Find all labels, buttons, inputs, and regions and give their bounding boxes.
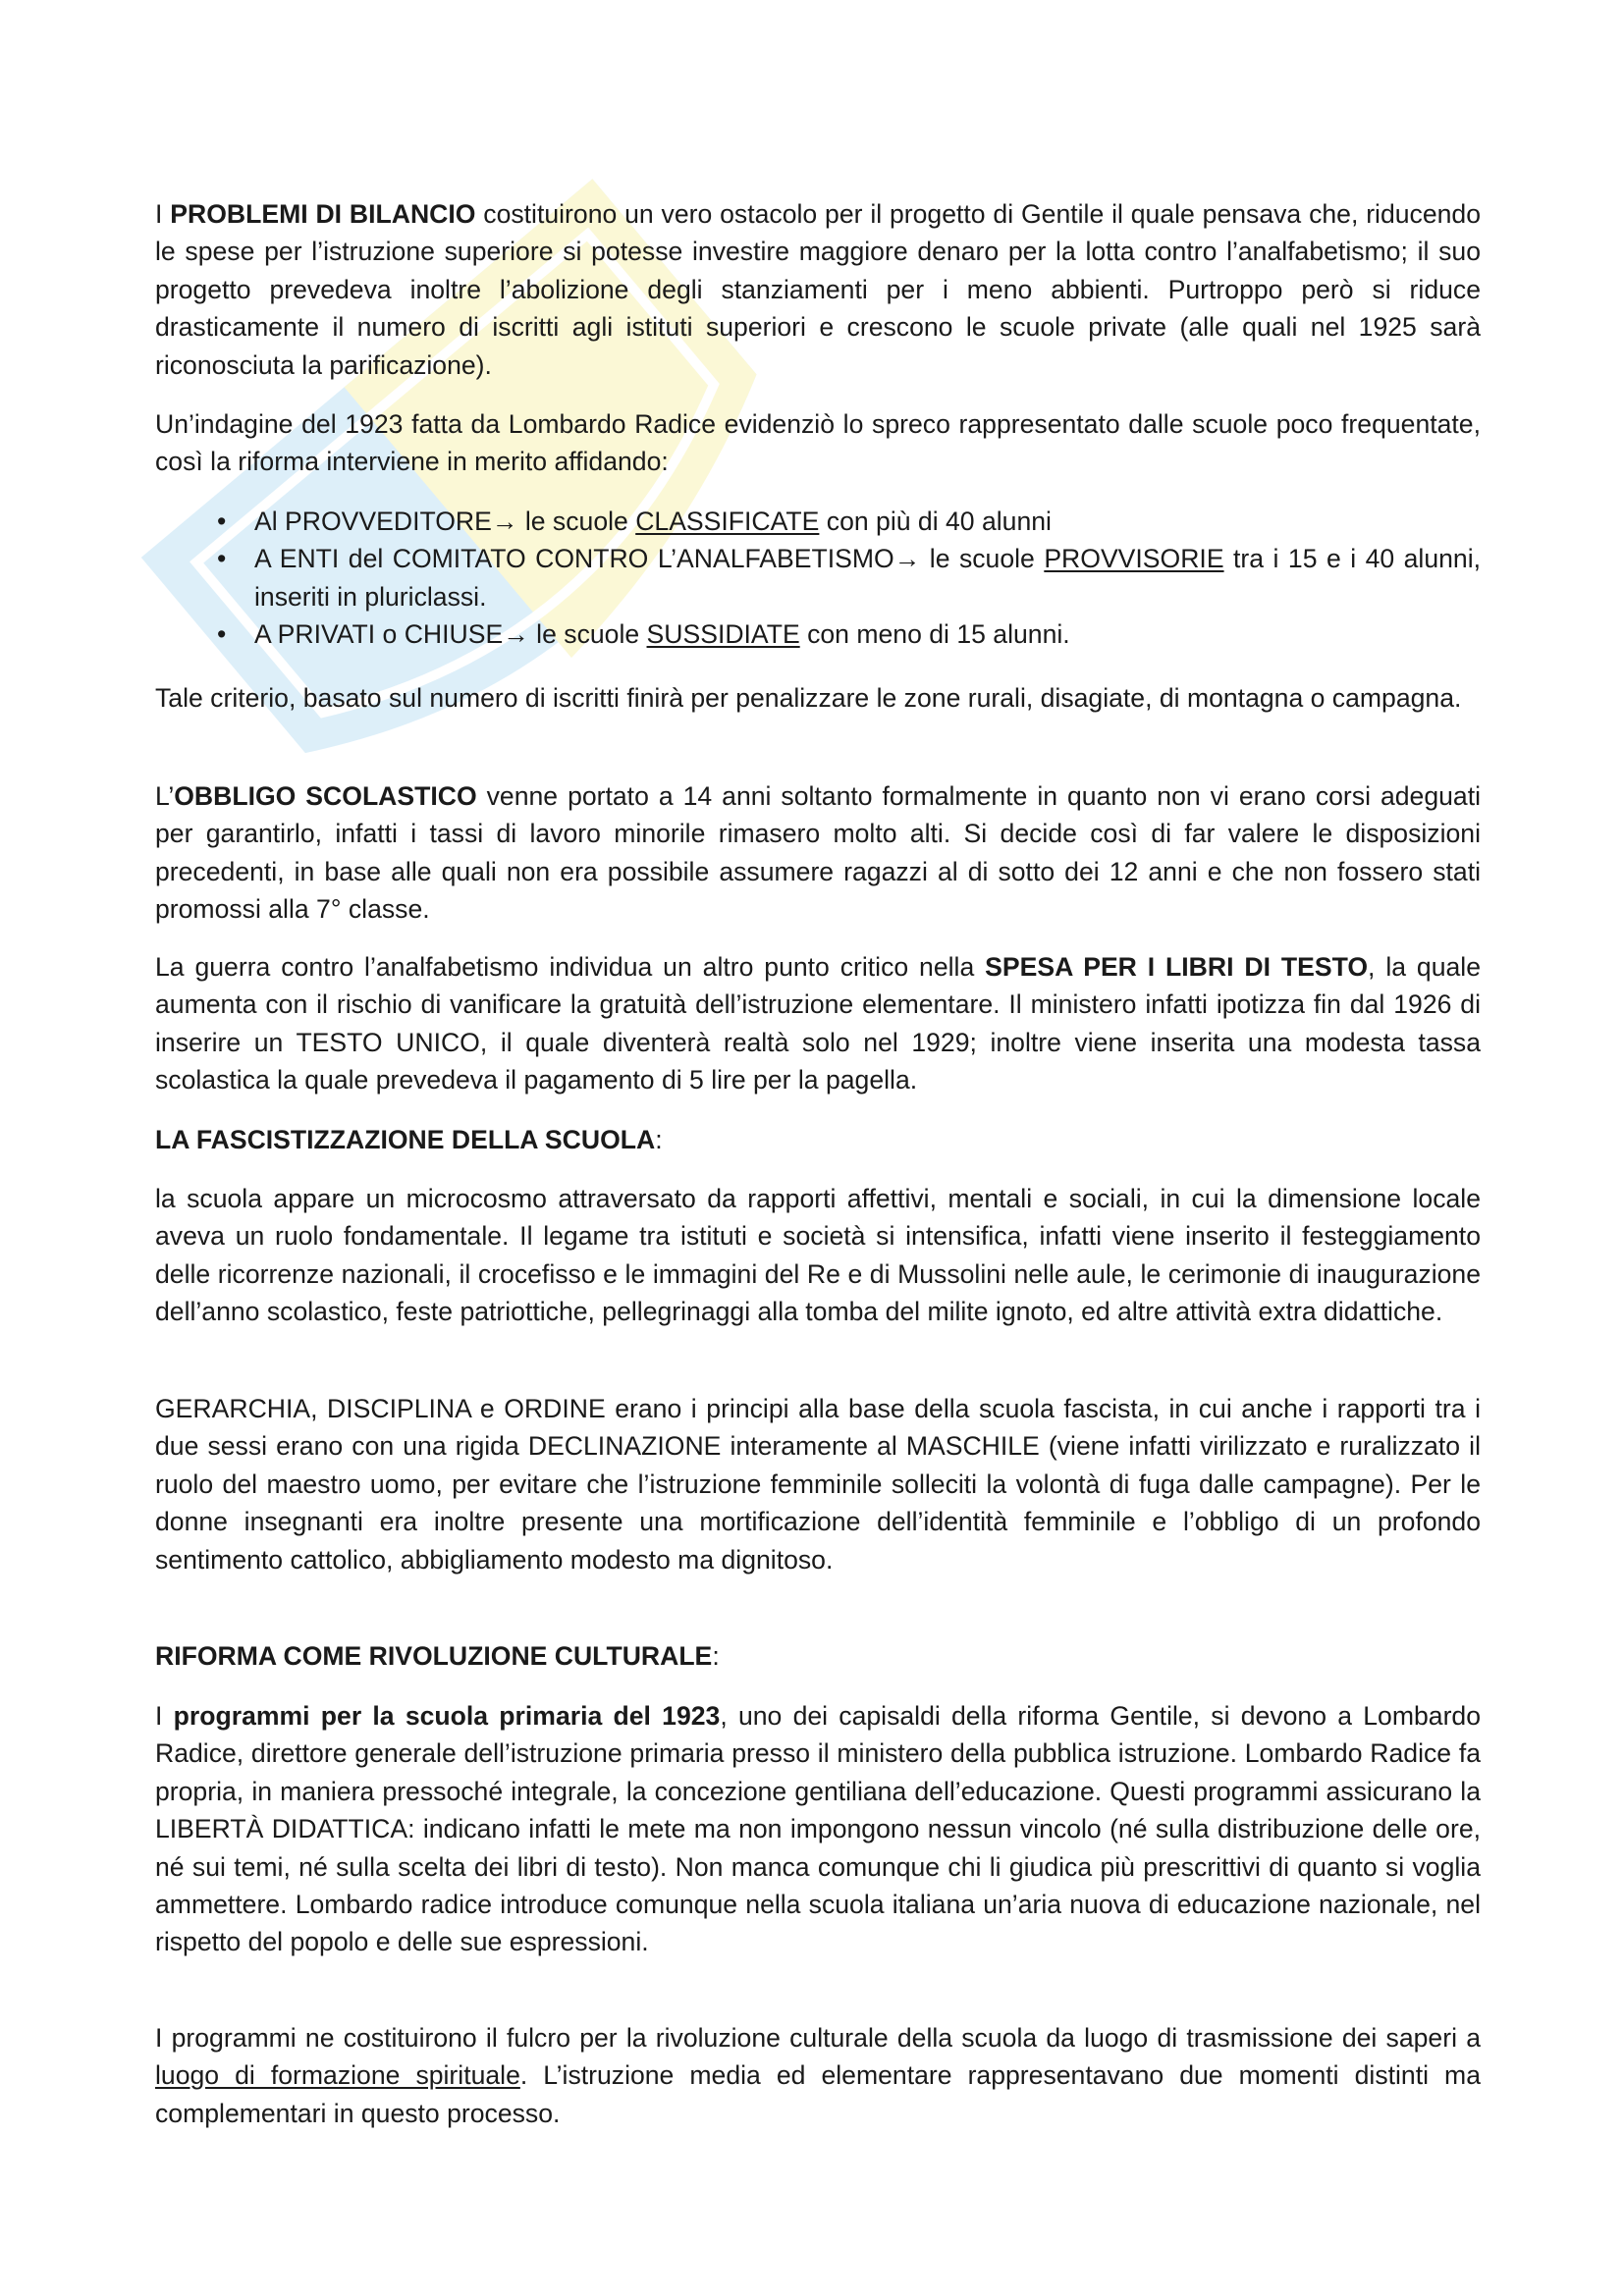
text-run: : (655, 1125, 663, 1154)
text-run: I (155, 1701, 174, 1731)
underlined-text: PROVVISORIE (1044, 544, 1224, 574)
section-heading (155, 1637, 1481, 1675)
text-run: Al PROVVEDITORE→ le scuole (254, 507, 636, 536)
paragraph (155, 1180, 1481, 1331)
text-run: Tale criterio, basato sul numero di iscritti finirà per penalizzare le zone rurali, disagiate, di montagna o campagna. (155, 683, 1462, 713)
text-run: I programmi ne costituirono il fulcro per la rivoluzione culturale della scuola da luogo di trasmissione dei saperi a (155, 2023, 1481, 2053)
underlined-text: luogo di formazione spirituale (155, 2060, 520, 2091)
text-run: la scuola appare un microcosmo attraversato da rapporti affettivi, mentali e sociali, in cui la dimensione locale aveva un ruolo fondamentale. Il legame tra istituti e società si intensifica, infatti viene inserito il festeggiamento delle ricorrenze nazionali, il crocefisso e le immagini del Re e di Mussolini nelle aule, le cerimonie di inaugurazione dell’anno scolastico, feste patriottiche, pellegrinaggi alla tomba del milite ignoto, ed altre attività extra didattiche. (155, 1184, 1481, 1327)
text-run: : (712, 1641, 720, 1671)
underlined-text: SUSSIDIATE (646, 619, 800, 650)
section-heading (155, 1121, 1481, 1158)
text-run: con più di 40 alunni (819, 507, 1052, 536)
paragraph (155, 777, 1481, 929)
text-run: , la quale aumenta con il rischio di vanificare la gratuità dell’istruzione elementare. Il ministero infatti ipotizza fin dal 1926 di inserire un TESTO UNICO, il quale diventerà realtà solo nel 1929; inoltre viene inserita una modesta tassa scolastica la quale prevedeva il pagamento di 5 lire per la pagella. (155, 952, 1481, 1095)
paragraph (155, 1390, 1481, 1578)
text-run: GERARCHIA, DISCIPLINA e ORDINE erano i principi alla base della scuola fascista, in cui anche i rapporti tra i due sessi erano con una rigida DECLINAZIONE interamente al MASCHILE (viene infatti virilizzato e ruralizzato il ruolo del maestro uomo, per evitare che l’istruzione femminile solleciti la volontà di fuga dalle campagne). Per le donne insegnanti era inoltre presente una mortificazione dell’identità femminile e l’obbligo di un profondo sentimento cattolico, abbigliamento modesto ma dignitoso. (155, 1394, 1481, 1575)
text-run: La guerra contro l’analfabetismo individua un altro punto critico nella (155, 952, 986, 982)
bold-text: SPESA PER I LIBRI DI TESTO (985, 952, 1369, 982)
paragraph (155, 1697, 1481, 1961)
list-item (155, 540, 1481, 615)
bold-text: programmi per la scuola primaria del 1923 (173, 1701, 721, 1731)
bold-text: OBBLIGO SCOLASTICO (174, 781, 477, 811)
text-run: A ENTI del COMITATO CONTRO L’ANALFABETISMO→ le scuole (254, 544, 1045, 574)
bullet-icon: • (217, 619, 227, 650)
bold-text: RIFORMA COME RIVOLUZIONE CULTURALE (155, 1641, 713, 1671)
paragraph (155, 405, 1481, 481)
text-run: con meno di 15 alunni. (799, 619, 1070, 650)
bold-text: PROBLEMI DI BILANCIO (170, 199, 476, 229)
text-run: costituirono un vero ostacolo per il progetto di Gentile il quale pensava che, riducendo le spese per l’istruzione superiore si potesse investire maggiore denaro per la lotta contro l’analfabetismo; il suo progetto prevedeva inoltre l’abolizione degli stanziamenti per i meno abbienti. Purtroppo però si riduce drasticamente il numero di iscritti agli istituti superiori e crescono le scuole private (alle quali nel 1925 sarà riconosciuta la parificazione). (155, 199, 1481, 380)
text-run: L’ (155, 781, 175, 811)
text-run: I (155, 199, 171, 229)
bullet-icon: • (217, 544, 227, 574)
list-item (155, 503, 1481, 540)
text-run: , uno dei capisaldi della riforma Gentile, si devono a Lombardo Radice, direttore generale dell’istruzione primaria presso il ministero della pubblica istruzione. Lombardo Radice fa propria, in maniera pressoché integrale, la concezione gentiliana dell’educazione. Questi programmi assicurano la LIBERTÀ DIDATTICA: indicano infatti le mete ma non impongono nessun vincolo (né sulla distribuzione delle ore, né sui temi, né sulla scelta dei libri di testo). Non manca comunque chi li giudica più prescrittivi di quanto si voglia ammettere. Lombardo radice introduce comunque nella scuola italiana un’aria nuova di educazione nazionale, nel rispetto del popolo e delle sue espressioni. (155, 1701, 1482, 1957)
text-run: . L’istruzione media ed elementare rappresentavano due momenti distinti ma complementari in questo processo. (155, 2060, 1481, 2128)
list-item (155, 615, 1481, 653)
text-run: venne portato a 14 anni soltanto formalmente in quanto non vi erano corsi adeguati per garantirlo, infatti i tassi di lavoro minorile rimasero molto alti. Si decide così di far valere le disposizioni precedenti, in base alle quali non era possibile assumere ragazzi al di sotto dei 12 anni e che non fossero stati promossi alla 7° classe. (155, 781, 1481, 925)
bold-text: LA FASCISTIZZAZIONE DELLA SCUOLA (155, 1125, 656, 1154)
bullet-list (155, 503, 1481, 654)
paragraph (155, 948, 1481, 1099)
text-run: A PRIVATI o CHIUSE→ le scuole (254, 619, 647, 650)
underlined-text: CLASSIFICATE (635, 507, 820, 536)
paragraph (155, 195, 1481, 384)
text-run: tra i 15 e i 40 alunni, inseriti in pluriclassi. (254, 544, 1482, 612)
text-run: Un’indagine del 1923 fatta da Lombardo Radice evidenziò lo spreco rappresentato dalle scuole poco frequentate, così la riforma interviene in merito affidando: (155, 409, 1481, 477)
paragraph (155, 679, 1481, 717)
paragraph (155, 2019, 1481, 2132)
bullet-icon: • (217, 507, 227, 536)
